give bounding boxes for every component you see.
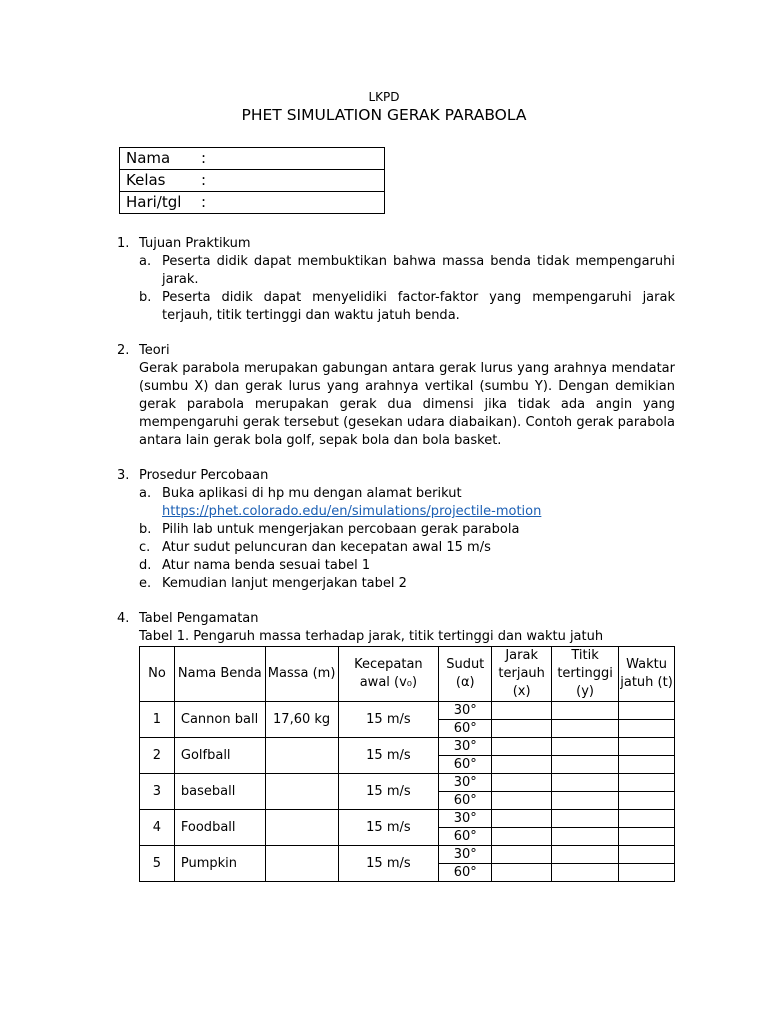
identity-label: Kelas [126,171,166,189]
cell-waktu[interactable] [619,792,675,810]
cell-jarak[interactable] [492,828,552,846]
cell-titik[interactable] [552,810,619,828]
item-text: Pilih lab untuk mengerjakan percobaan gerak parabola [162,522,520,537]
cell-titik[interactable] [552,702,619,720]
header-sudut: Sudut (α) [439,647,492,702]
cell-jarak[interactable] [492,774,552,792]
cell-titik[interactable] [552,864,619,882]
item-letter: b. [139,522,152,537]
identity-cell[interactable] [120,192,385,214]
cell-titik[interactable] [552,828,619,846]
cell-nama: Foodball [174,810,265,846]
cell-jarak[interactable] [492,702,552,720]
header-titik: Titik tertinggi (y) [552,647,619,702]
identity-label: Nama [126,149,171,167]
cell-no: 5 [140,846,175,882]
cell-waktu[interactable] [619,702,675,720]
item-text: Peserta didik dapat menyelidiki factor-faktor yang mempengaruhi jarak terjauh, titik tertinggi dan waktu jatuh benda. [162,290,675,323]
cell-jarak[interactable] [492,810,552,828]
cell-jarak[interactable] [492,720,552,738]
cell-sudut: 60° [439,864,492,882]
cell-jarak[interactable] [492,864,552,882]
cell-waktu[interactable] [619,828,675,846]
cell-waktu[interactable] [619,738,675,756]
cell-titik[interactable] [552,792,619,810]
item-text: Buka aplikasi di hp mu dengan alamat berikut [162,486,462,501]
cell-massa[interactable] [265,774,338,810]
cell-sudut: 60° [439,792,492,810]
cell-jarak[interactable] [492,756,552,774]
item-letter: c. [139,540,151,555]
cell-no: 4 [140,810,175,846]
cell-waktu[interactable] [619,864,675,882]
identity-label: Hari/tgl [126,193,182,211]
theory-paragraph: Gerak parabola merupakan gabungan antara gerak lurus yang arahnya mendatar (sumbu X) dan gerak lurus yang arahnya vertikal (sumbu Y). Dengan demikian gerak parabola merupakan gerak dua dimensi jika tidak ada angin yang mempengaruhi gerak tersebut (gesekan udara diabaikan). Contoh gerak parabola antara lain gerak bola golf, sepak bola dan bola basket. [139,361,675,448]
identity-cell[interactable] [120,148,385,170]
cell-titik[interactable] [552,756,619,774]
table-row [140,738,675,756]
identity-row-kelas [120,170,385,192]
cell-titik[interactable] [552,720,619,738]
header-jarak: Jarak terjauh (x) [492,647,552,702]
item-letter: a. [139,486,152,501]
cell-no: 2 [140,738,175,774]
table-row [140,774,675,792]
header-no: No [140,647,175,702]
cell-kecepatan: 15 m/s [338,774,439,810]
header-kecepatan: Kecepatan awal (v₀) [338,647,439,702]
section-number: 1. [117,236,130,251]
cell-sudut: 60° [439,756,492,774]
cell-sudut: 30° [439,810,492,828]
table-row [140,846,675,864]
table-caption: Tabel 1. Pengaruh massa terhadap jarak, titik tertinggi dan waktu jatuh [139,629,604,644]
cell-no: 3 [140,774,175,810]
cell-sudut: 30° [439,738,492,756]
item-text: Atur sudut peluncuran dan kecepatan awal 15 m/s [162,540,491,555]
identity-colon: : [201,149,207,167]
item-letter: b. [139,290,152,305]
section-heading: Tabel Pengamatan [139,611,259,626]
item-text: Peserta didik dapat membuktikan bahwa massa benda tidak mempengaruhi jarak. [162,254,675,287]
item-letter: a. [139,254,152,269]
table-row [140,810,675,828]
identity-table [119,147,385,214]
cell-kecepatan: 15 m/s [338,810,439,846]
header-waktu: Waktu jatuh (t) [619,647,675,702]
cell-kecepatan: 15 m/s [338,846,439,882]
item-text: Kemudian lanjut mengerjakan tabel 2 [162,576,407,591]
cell-no: 1 [140,702,175,738]
observation-table [139,646,675,882]
cell-sudut: 60° [439,720,492,738]
cell-waktu[interactable] [619,774,675,792]
header-nama: Nama Benda [174,647,265,702]
cell-massa[interactable] [265,810,338,846]
cell-sudut: 30° [439,846,492,864]
cell-jarak[interactable] [492,738,552,756]
phet-link[interactable]: https://phet.colorado.edu/en/simulations/projectile-motion [162,504,542,519]
cell-massa[interactable] [265,846,338,882]
section-heading: Tujuan Praktikum [139,236,251,251]
cell-massa[interactable]: 17,60 kg [265,702,338,738]
cell-kecepatan: 15 m/s [338,702,439,738]
table-header-row [140,647,675,702]
header-massa: Massa (m) [265,647,338,702]
item-letter: e. [139,576,152,591]
cell-sudut: 30° [439,702,492,720]
identity-cell[interactable] [120,170,385,192]
section-number: 4. [117,611,130,626]
cell-nama: Cannon ball [174,702,265,738]
cell-jarak[interactable] [492,792,552,810]
item-text: Atur nama benda sesuai tabel 1 [162,558,371,573]
identity-colon: : [201,193,207,211]
cell-titik[interactable] [552,774,619,792]
section-heading: Prosedur Percobaan [139,468,269,483]
item-letter: d. [139,558,152,573]
cell-nama: Pumpkin [174,846,265,882]
cell-waktu[interactable] [619,720,675,738]
section-number: 3. [117,468,130,483]
cell-waktu[interactable] [619,846,675,864]
cell-titik[interactable] [552,738,619,756]
cell-waktu[interactable] [619,756,675,774]
cell-sudut: 60° [439,828,492,846]
cell-titik[interactable] [552,846,619,864]
table-row [140,702,675,720]
cell-kecepatan: 15 m/s [338,738,439,774]
identity-row-nama [120,148,385,170]
cell-nama: Golfball [174,738,265,774]
document-label: LKPD [368,90,400,104]
cell-massa[interactable] [265,738,338,774]
document-title: PHET SIMULATION GERAK PARABOLA [241,106,527,124]
cell-waktu[interactable] [619,810,675,828]
identity-row-hari [120,192,385,214]
cell-sudut: 30° [439,774,492,792]
cell-nama: baseball [174,774,265,810]
cell-jarak[interactable] [492,846,552,864]
identity-colon: : [201,171,207,189]
section-number: 2. [117,343,130,358]
section-heading: Teori [139,343,170,358]
